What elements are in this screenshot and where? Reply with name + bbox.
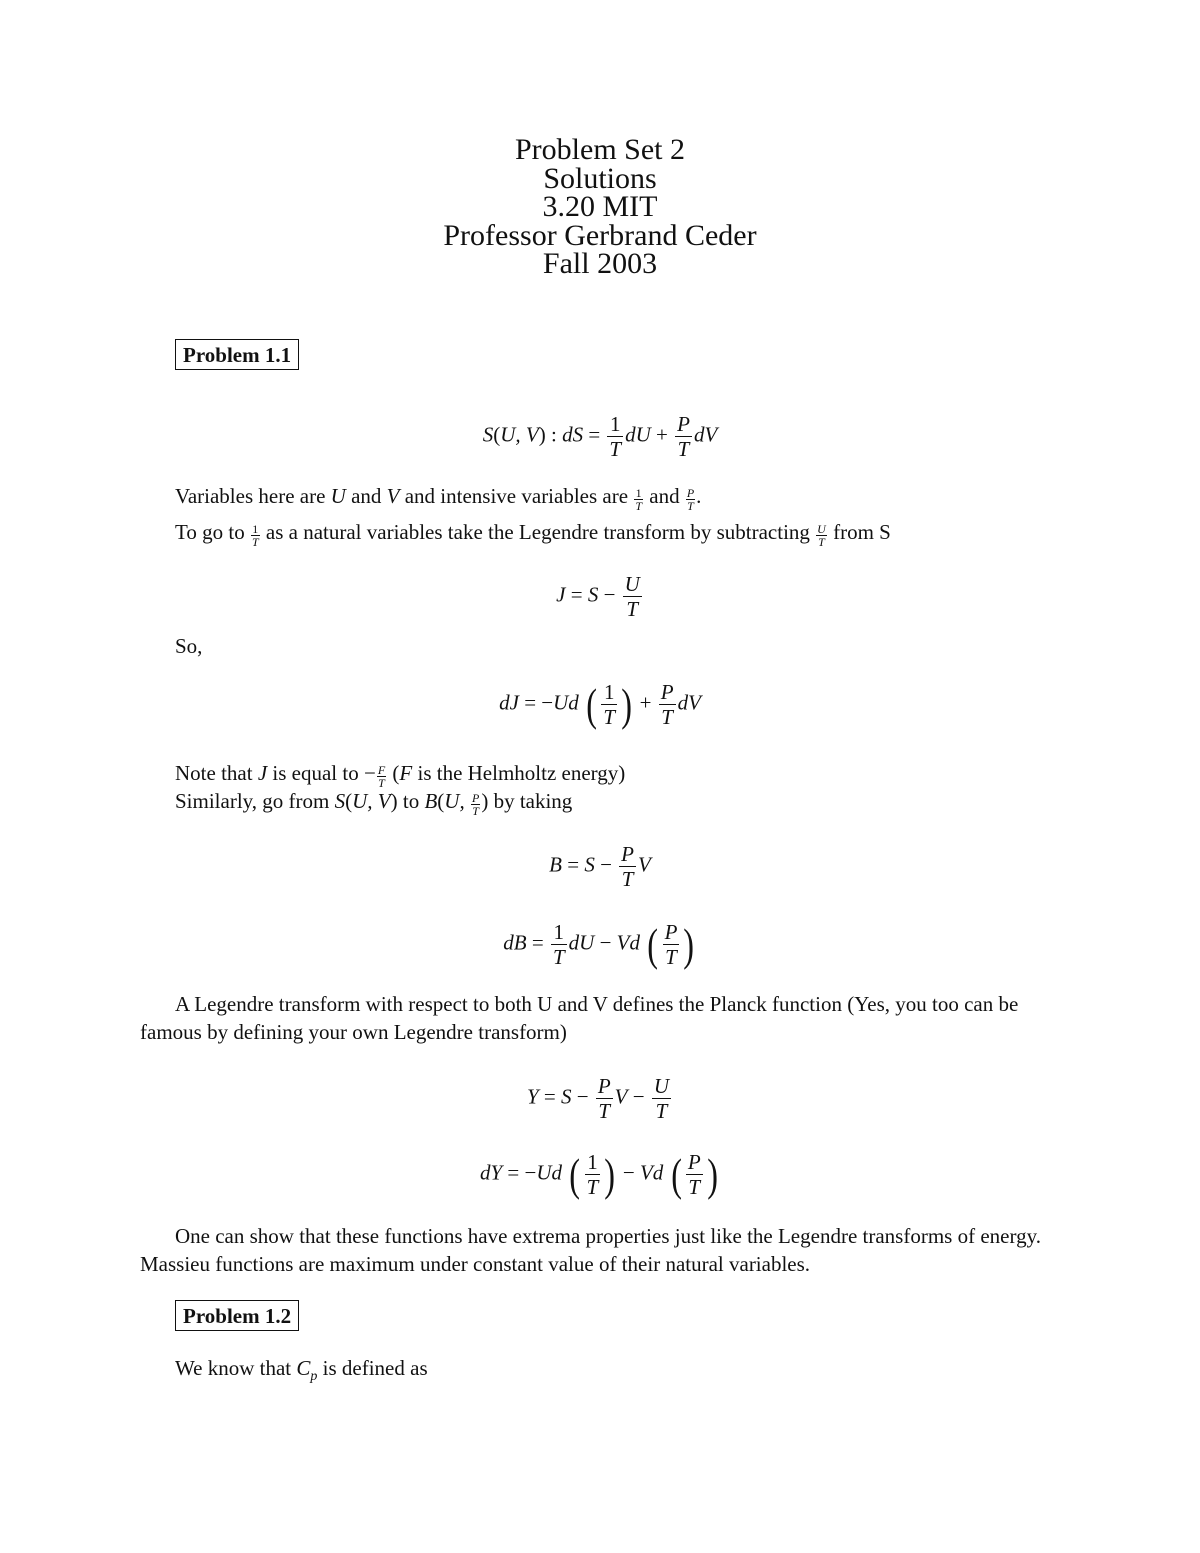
problem-1-2-heading: Problem 1.2 <box>175 1300 299 1331</box>
text-fragment: Variables here are <box>175 484 331 508</box>
equation-b: B = S − $\frac{P}{T}$ V <box>549 842 651 891</box>
text-fragment: Similarly, go from <box>175 789 335 813</box>
equation-ds: S(U, V) : dS = $\frac{1}{T}$ dU + $\frac{P}{T}$ dV <box>482 412 718 461</box>
paragraph-note: Note that J is equal to − $\frac{F}{T}$ (F is the Helmholtz energy) <box>175 761 626 790</box>
paragraph-similarly: Similarly, go from S(U, V) to B(U, $\frac{P}{T}$ ) by taking <box>175 789 573 818</box>
text-fragment: We know that <box>175 1356 297 1380</box>
equation-j: J = S − $\frac{U}{T}$ <box>556 572 640 621</box>
equation-dj: dJ = −Ud ( $\frac{1}{T}$ ) + $\frac{P}{T}$ dV <box>499 679 701 730</box>
text-fragment: as a natural variables take the Legendre transform by subtracting <box>260 520 816 544</box>
problem-1-1-heading: Problem 1.1 <box>175 339 299 370</box>
text-fragment: One can show that these functions have extrema properties just like the Legendre transforms of energy. Massieu functions are maximum under constant value of their natural variables. <box>140 1224 1041 1276</box>
text-fragment: . <box>696 484 702 508</box>
paragraph-planck <box>140 990 1070 1046</box>
text-fragment: Note that <box>175 761 258 785</box>
text-fragment: is defined as <box>317 1356 428 1380</box>
title-line-1: Problem Set 2 <box>515 133 685 166</box>
equation-y: Y = S − $\frac{P}{T}$ V − $\frac{U}{T}$ <box>526 1074 670 1123</box>
text-fragment: is the Helmholtz energy) <box>412 761 626 785</box>
text-fragment: To go to <box>175 520 250 544</box>
text-fragment: by taking <box>488 789 573 813</box>
title-line-3: 3.20 MIT <box>542 190 658 223</box>
paragraph-goto: To go to $\frac{1}{T}$ as a natural variables take the Legendre transform by subtracting $\frac{U}{T}$ from S <box>175 520 891 549</box>
paragraph-variables: Variables here are U and V and intensive variables are $\frac{1}{T}$ and $\frac{P}{T}$ . <box>175 484 702 513</box>
text-fragment: and <box>644 484 685 508</box>
title-line-2: Solutions <box>543 161 657 195</box>
text-fragment: and intensive variables are <box>399 484 634 508</box>
paragraph-cp: We know that $C_p$ is defined as <box>175 1356 428 1384</box>
text-fragment: ( <box>387 761 400 785</box>
title-line-5: Fall 2003 <box>542 247 658 280</box>
equation-db: dB = $\frac{1}{T}$ dU − Vd ( $\frac{P}{T}$ ) <box>503 919 695 970</box>
paragraph-so: So, <box>175 634 203 658</box>
title-line-4: Professor Gerbrand Ceder <box>443 218 757 252</box>
equation-dy: dY = −Ud ( $\frac{1}{T}$ ) − Vd ( $\frac{P}{T}$ ) <box>479 1149 718 1200</box>
paragraph-extrema <box>140 1222 1070 1278</box>
text-fragment: and <box>345 484 387 508</box>
text-fragment: from S <box>827 520 891 544</box>
document-title <box>0 133 1200 280</box>
text-fragment: A Legendre transform with respect to both U and V defines the Planck function (Yes, you too can be famous by defining your own Legendre transform) <box>140 992 1019 1044</box>
text-fragment: to <box>397 789 425 813</box>
text-fragment: is equal to <box>267 761 364 785</box>
